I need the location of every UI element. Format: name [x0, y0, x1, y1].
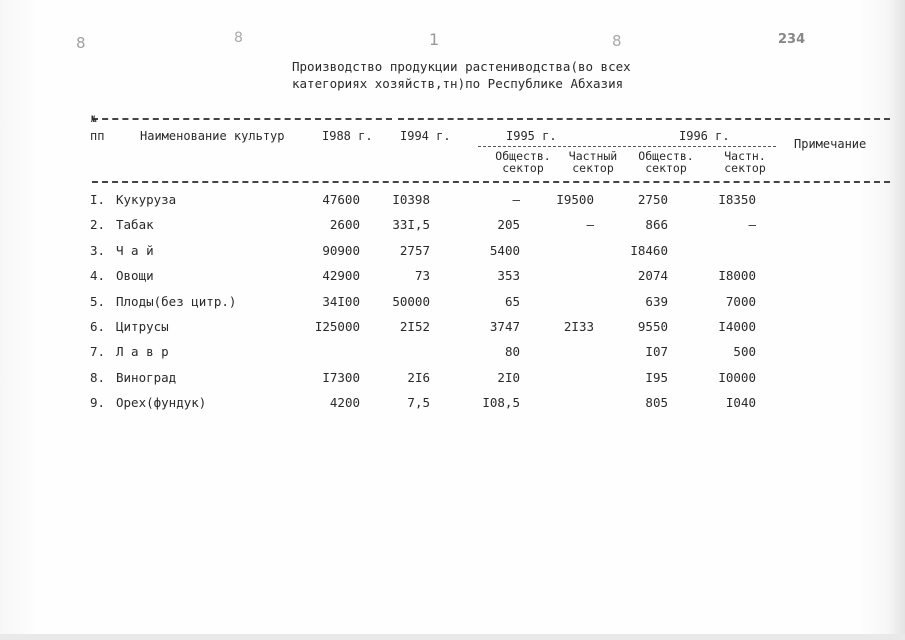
- value-1996-public: 9550: [637, 319, 668, 334]
- value-1996-public: 2074: [637, 268, 668, 284]
- value-1996-private: –: [748, 217, 756, 233]
- page-bottom-edge: [0, 634, 905, 640]
- title-line-1: Производство продукции растениводства(во всех: [292, 59, 631, 74]
- title-line-2: категориях хозяйств,тн)по Республике Абхазия: [292, 76, 624, 91]
- row-number: 7.: [90, 344, 106, 360]
- value-1988: 42900: [322, 268, 360, 284]
- value-1988: 47600: [322, 192, 360, 207]
- header-1995-private: Частный сектор: [568, 149, 618, 175]
- value-1994: 73: [414, 268, 430, 284]
- document-title: [292, 58, 692, 92]
- value-1988: I7300: [322, 369, 360, 385]
- crop-name: Орех(фундук): [116, 395, 207, 411]
- value-1996-public: 805: [645, 395, 668, 411]
- value-1996-public: I95: [645, 369, 668, 385]
- row-number: 3.: [90, 242, 106, 258]
- value-1994: 7,5: [407, 395, 430, 411]
- value-1996-private: I8350: [718, 192, 756, 207]
- value-1996-public: 639: [645, 293, 668, 309]
- row-number: 4.: [90, 268, 106, 284]
- row-number: 6.: [90, 319, 106, 334]
- value-1995-private: –: [586, 217, 594, 233]
- number-sign: №: [91, 115, 97, 125]
- value-1996-public: I8460: [630, 242, 668, 258]
- value-1995-private: 2I33: [563, 319, 594, 334]
- value-1996-private: I0000: [718, 369, 756, 385]
- header-1988: I988 г.: [322, 129, 373, 143]
- header-1996-private: Частн. сектор: [724, 149, 766, 175]
- value-1994: 2I52: [399, 319, 430, 334]
- value-1995-public: 353: [497, 268, 520, 284]
- row-number: 9.: [90, 395, 106, 411]
- crop-name: Л а в р: [116, 344, 169, 360]
- value-1988: 34I00: [322, 293, 360, 309]
- header-sub-rule: [478, 146, 776, 147]
- header-bottom-rule: [92, 181, 890, 183]
- value-1995-public: 205: [497, 217, 520, 233]
- page-number-mark: 234: [778, 32, 806, 47]
- value-1994: 2757: [399, 242, 430, 258]
- crop-name: Кукуруза: [116, 192, 177, 207]
- value-1996-private: I4000: [718, 319, 756, 334]
- value-1994: 50000: [392, 293, 430, 309]
- value-1988: 2600: [329, 217, 360, 233]
- row-number: 5.: [90, 293, 106, 309]
- value-1995-public: 80: [504, 344, 520, 360]
- header-1995: I995 г.: [506, 129, 557, 143]
- value-1994: I0398: [392, 192, 430, 207]
- punch-mark: 1: [429, 30, 440, 49]
- value-1996-private: 7000: [725, 293, 756, 309]
- value-1994: 2I6: [407, 369, 430, 385]
- value-1995-public: 5400: [489, 242, 520, 258]
- row-number: 2.: [90, 217, 106, 233]
- header-1996-public: Обществ. сектор: [638, 149, 694, 175]
- row-number: I.: [90, 192, 106, 207]
- header-crop-name: Наименование культур: [140, 129, 285, 143]
- value-1995-public: 2I0: [497, 369, 520, 385]
- value-1988: 4200: [329, 395, 360, 411]
- value-1995-public: I08,5: [482, 395, 520, 411]
- value-1996-private: 500: [733, 344, 756, 360]
- crop-name: Плоды(без цитр.): [116, 293, 237, 309]
- page-edge-shadow: [887, 0, 905, 640]
- header-note: Примечание: [794, 137, 867, 151]
- crop-name: Виноград: [116, 369, 177, 385]
- header-1994: I994 г.: [400, 129, 451, 143]
- crop-name: Цитрусы: [116, 319, 169, 334]
- value-1996-private: I8000: [718, 268, 756, 284]
- value-1996-public: 2750: [637, 192, 668, 207]
- punch-mark: 8: [234, 30, 243, 46]
- punch-mark: 8: [76, 34, 86, 52]
- value-1995-private: I9500: [556, 192, 594, 207]
- crop-name: Ч а й: [116, 242, 154, 258]
- header-number: пп: [90, 129, 105, 143]
- table-top-rule-left: [92, 118, 392, 120]
- value-1988: I25000: [314, 319, 360, 334]
- value-1995-public: –: [512, 192, 520, 207]
- crop-name: Табак: [116, 217, 154, 233]
- value-1995-public: 65: [504, 293, 520, 309]
- value-1996-public: I07: [645, 344, 668, 360]
- row-number: 8.: [90, 369, 106, 385]
- value-1995-public: 3747: [489, 319, 520, 334]
- value-1996-private: I040: [725, 395, 756, 411]
- header-1995-public: Обществ. сектор: [495, 149, 551, 175]
- table-top-rule-right: [398, 118, 890, 120]
- punch-mark: 8: [612, 32, 622, 50]
- crop-name: Овощи: [116, 268, 154, 284]
- header-1996: I996 г.: [679, 129, 730, 143]
- value-1994: 33I,5: [392, 217, 430, 233]
- value-1996-public: 866: [645, 217, 668, 233]
- value-1988: 90900: [322, 242, 360, 258]
